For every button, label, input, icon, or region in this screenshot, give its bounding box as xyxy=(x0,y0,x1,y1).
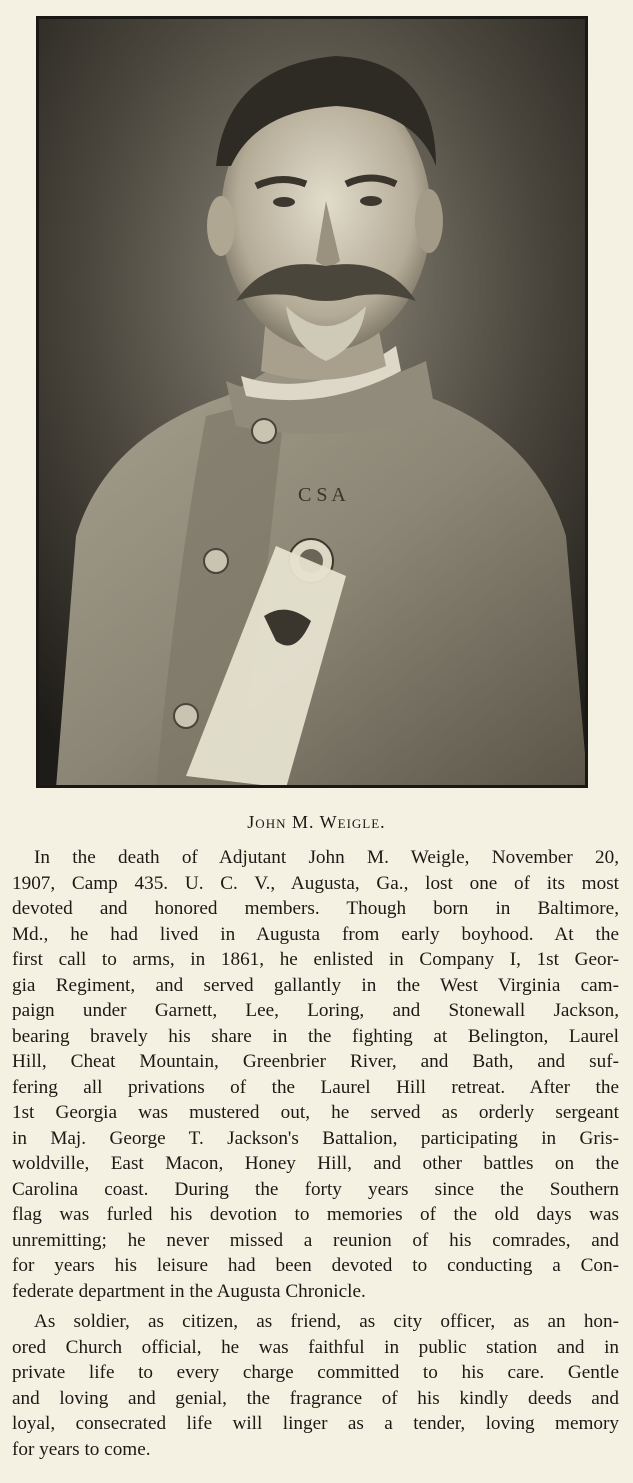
text-line: first call to arms, in 1861, he enlisted in Company I, 1st Geor- xyxy=(12,949,619,970)
text-line: paign under Garnett, Lee, Loring, and Stonewall Jackson, xyxy=(12,1000,619,1021)
breast-letters: C S A xyxy=(298,484,346,506)
text-line: ored Church official, he was faithful in public station and in xyxy=(12,1336,619,1358)
text-line: Hill, Cheat Mountain, Greenbrier River, and Bath, and suf- xyxy=(12,1051,619,1072)
text-line: Md., he had lived in Augusta from early boyhood. At the xyxy=(12,923,619,945)
text-line: and loving and genial, the fragrance of his kindly deeds and xyxy=(12,1387,619,1409)
text-line: flag was furled his devotion to memories of the old days was xyxy=(12,1204,619,1225)
text-line: loyal, consecrated life will linger as a tender, loving memory xyxy=(12,1413,619,1434)
paragraph-2 xyxy=(12,1309,619,1462)
obituary-text xyxy=(12,845,619,1467)
portrait-image xyxy=(36,16,588,788)
paragraph-1 xyxy=(12,845,619,1304)
portrait-caption: John M. Weigle. xyxy=(247,812,386,832)
text-line: for years to come. xyxy=(12,1438,151,1460)
text-line: woldville, East Macon, Honey Hill, and other battles on the xyxy=(12,1153,619,1174)
text-line: bearing bravely his share in the fighting at Belington, Laurel xyxy=(12,1025,619,1047)
text-line: private life to every charge committed to his care. Gentle xyxy=(12,1362,619,1383)
text-line: In the death of Adjutant John M. Weigle, November 20, xyxy=(34,847,619,868)
text-line: 1907, Camp 435. U. C. V., Augusta, Ga., lost one of its most xyxy=(12,872,619,894)
text-line: gia Regiment, and served gallantly in the West Virginia cam- xyxy=(12,974,619,996)
portrait-photograph xyxy=(36,16,588,788)
text-line: As soldier, as citizen, as friend, as city officer, as an hon- xyxy=(34,1311,619,1332)
text-line: devoted and honored members. Though born in Baltimore, xyxy=(12,898,619,919)
text-line: fering all privations of the Laurel Hill retreat. After the xyxy=(12,1076,619,1098)
text-line: in Maj. George T. Jackson's Battalion, participating in Gris- xyxy=(12,1127,619,1149)
text-line: unremitting; he never missed a reunion of his comrades, and xyxy=(12,1229,619,1251)
text-line: for years his leisure had been devoted to conducting a Con- xyxy=(12,1255,619,1276)
text-line: Carolina coast. During the forty years since the Southern xyxy=(12,1178,619,1200)
text-line: 1st Georgia was mustered out, he served as orderly sergeant xyxy=(12,1102,619,1123)
text-line: federate department in the Augusta Chronicle. xyxy=(12,1280,366,1302)
